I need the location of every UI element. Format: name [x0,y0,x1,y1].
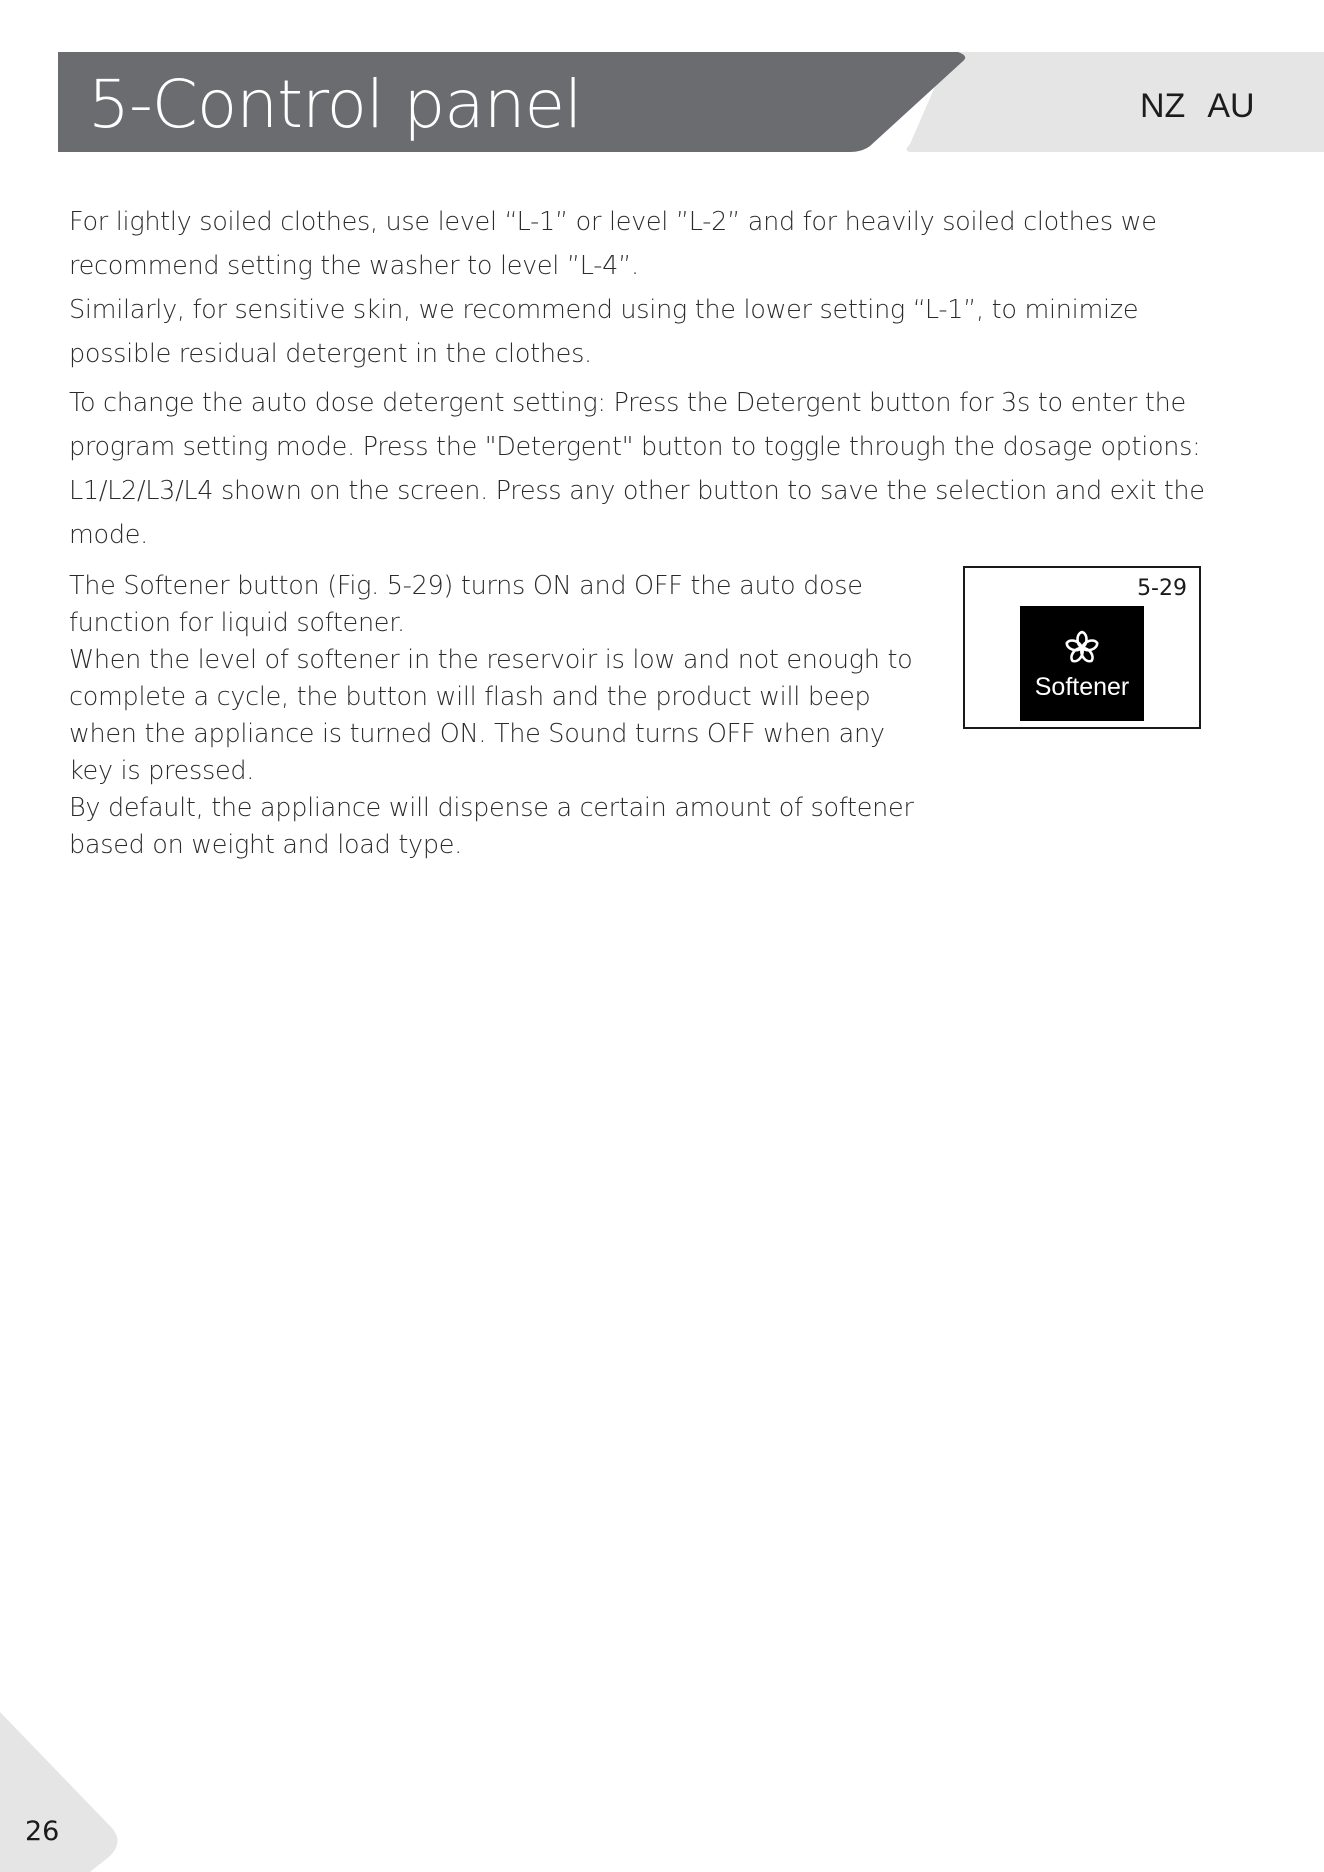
paragraph: The Softener button (Fig. 5-29) turns ON and OFF the auto dose function for liquid softener. [69,571,863,638]
region-band [906,52,1324,152]
region-label-au: AU [1207,87,1255,125]
paragraph: For lightly soiled clothes, use level “L-1” or level ”L-2” and for heavily soiled clothes we recommend setting the washer to level ”L-4”. [69,207,1157,281]
detergent-setting-section [69,381,1219,557]
region-label-nz: NZ [1140,87,1186,125]
softener-button-label: Softener [1034,673,1130,701]
region-labels [1140,86,1255,126]
figure-5-29 [963,566,1201,729]
softener-button [1020,606,1144,721]
softener-section [69,568,929,864]
page-corner-decoration [0,1710,130,1872]
figure-label: 5-29 [1137,576,1187,601]
paragraph: To change the auto dose detergent setting: Press the Detergent button for 3s to enter the program setting mode. Press the "Detergent" button to toggle through the dosage options: L1/L2/L3/L4 shown on the screen. Press any other button to save the selection and exit the mode. [69,388,1205,550]
detergent-level-section [69,200,1219,376]
page-title: 5-Control panel [88,66,582,143]
page-number: 26 [25,1816,60,1847]
paragraph: Similarly, for sensitive skin, we recommend using the lower setting “L-1”, to minimize possible residual detergent in the clothes. [69,295,1139,369]
paragraph: By default, the appliance will dispense a certain amount of softener based on weight and load type. [69,793,914,860]
paragraph: When the level of softener in the reservoir is low and not enough to complete a cycle, the button will flash and the product will beep when the appliance is turned ON. The Sound turns OFF when any key is pressed. [69,645,913,786]
softener-flower-icon [1062,628,1102,668]
